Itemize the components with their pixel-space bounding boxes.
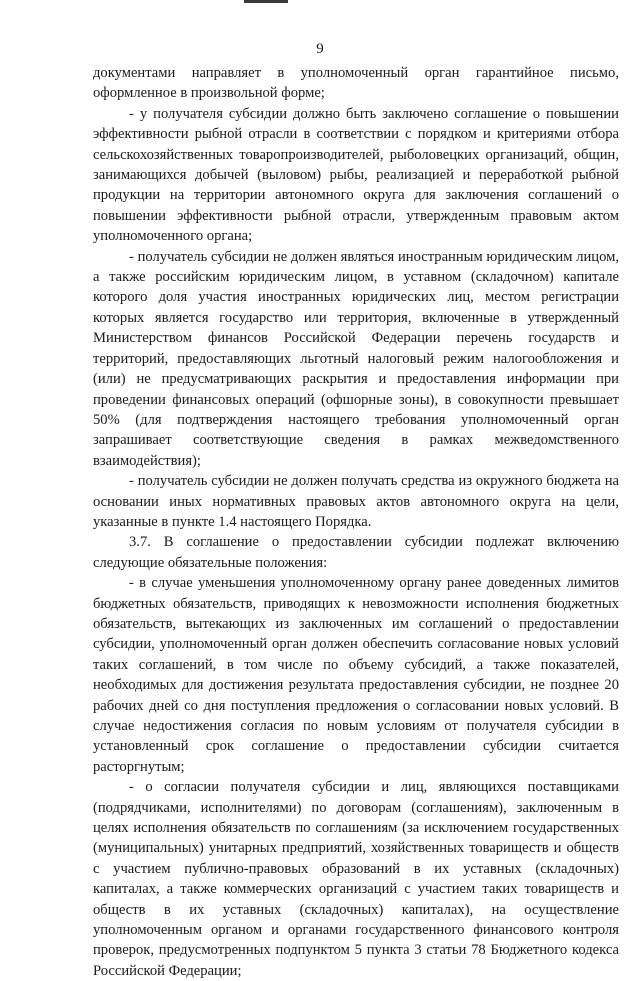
paragraph-consent-audit: - о согласии получателя субсидии и лиц, являющихся поставщиками (подрядчиками, исполнителями) по договорам (соглашениям), заключенным в целях исполнения обязательств по соглашениям (за исключением государственных (муниципальных) унитарных предприятий, хозяйственных товариществ и обществ с участием публично-правовых образований в их уставных (складочных) капиталах, а также коммерческих организаций с участием таких товариществ и обществ в их уставных (складочных) капиталах), на осуществление уполномоченным органом и органами государственного финансового контроля проверок, предусмотренных подпунктом 5 пункта 3 статьи 78 Бюджетного кодекса Российской Федерации; xyxy=(93,779,619,979)
paragraph-fishery-agreement: - у получателя субсидии должно быть заключено соглашение о повышении эффективности рыбной отрасли в соответствии с порядком и критериями отбора сельскохозяйственных товаропроизводителей, рыболовецких организаций, общин, занимающихся добычей (выловом) рыбы, реализацией и переработкой рыбной продукции на территории автономного округа для заключения соглашений о повышении эффективности рыбной отрасли, утвержденным правовым актом уполномоченного органа; xyxy=(93,105,619,245)
page-number: 9 xyxy=(316,41,324,57)
paragraph-budget-limits: - в случае уменьшения уполномоченному органу ранее доведенных лимитов бюджетных обязательств, приводящих к невозможности исполнения бюджетных обязательств, вытекающих из заключенных им соглашений о предоставлении субсидии, уполномоченный орган должен обеспечить согласование новых условий таких соглашений, в том числе по объему субсидий, а также показателей, необходимых для достижения результата предоставления субсидии, не позднее 20 рабочих дней со дня поступления предложения о согласовании новых условий. В случае недостижения согласия по новым условиям от получателя субсидии в установленный срок соглашение о предоставлении субсидии считается расторгнутым; xyxy=(93,575,619,775)
top-edge-mark xyxy=(244,0,288,3)
paragraph-foreign-entity: - получатель субсидии не должен являться иностранным юридическим лицом, а также российским юридическим лицом, в уставном (складочном) капитале которого доля участия иностранных юридических лиц, местом регистрации которых является государство или территория, включенные в утвержденный Министерством финансов Российской Федерации перечень государств и территорий, предоставляющих льготный налоговый режим налогообложения и (или) не предусматривающих раскрытия и предоставления информации при проведении финансовых операций (офшорные зоны), в совокупности превышает 50% (для подтверждения настоящего требования уполномоченный орган запрашивает соответствующие сведения в рамках межведомственного взаимодействия); xyxy=(93,248,619,469)
document-body xyxy=(93,63,619,981)
paragraph-no-other-funds: - получатель субсидии не должен получать средства из окружного бюджета на основании иных нормативных правовых актов автономного округа на цели, указанные в пункте 1.4 настоящего Порядка. xyxy=(93,473,619,530)
paragraph-section-3-7: 3.7. В соглашение о предоставлении субсидии подлежат включению следующие обязательные положения: xyxy=(93,534,619,571)
paragraph-continuation: документами направляет в уполномоченный орган гарантийное письмо, оформленное в произвольной форме; xyxy=(93,65,619,102)
